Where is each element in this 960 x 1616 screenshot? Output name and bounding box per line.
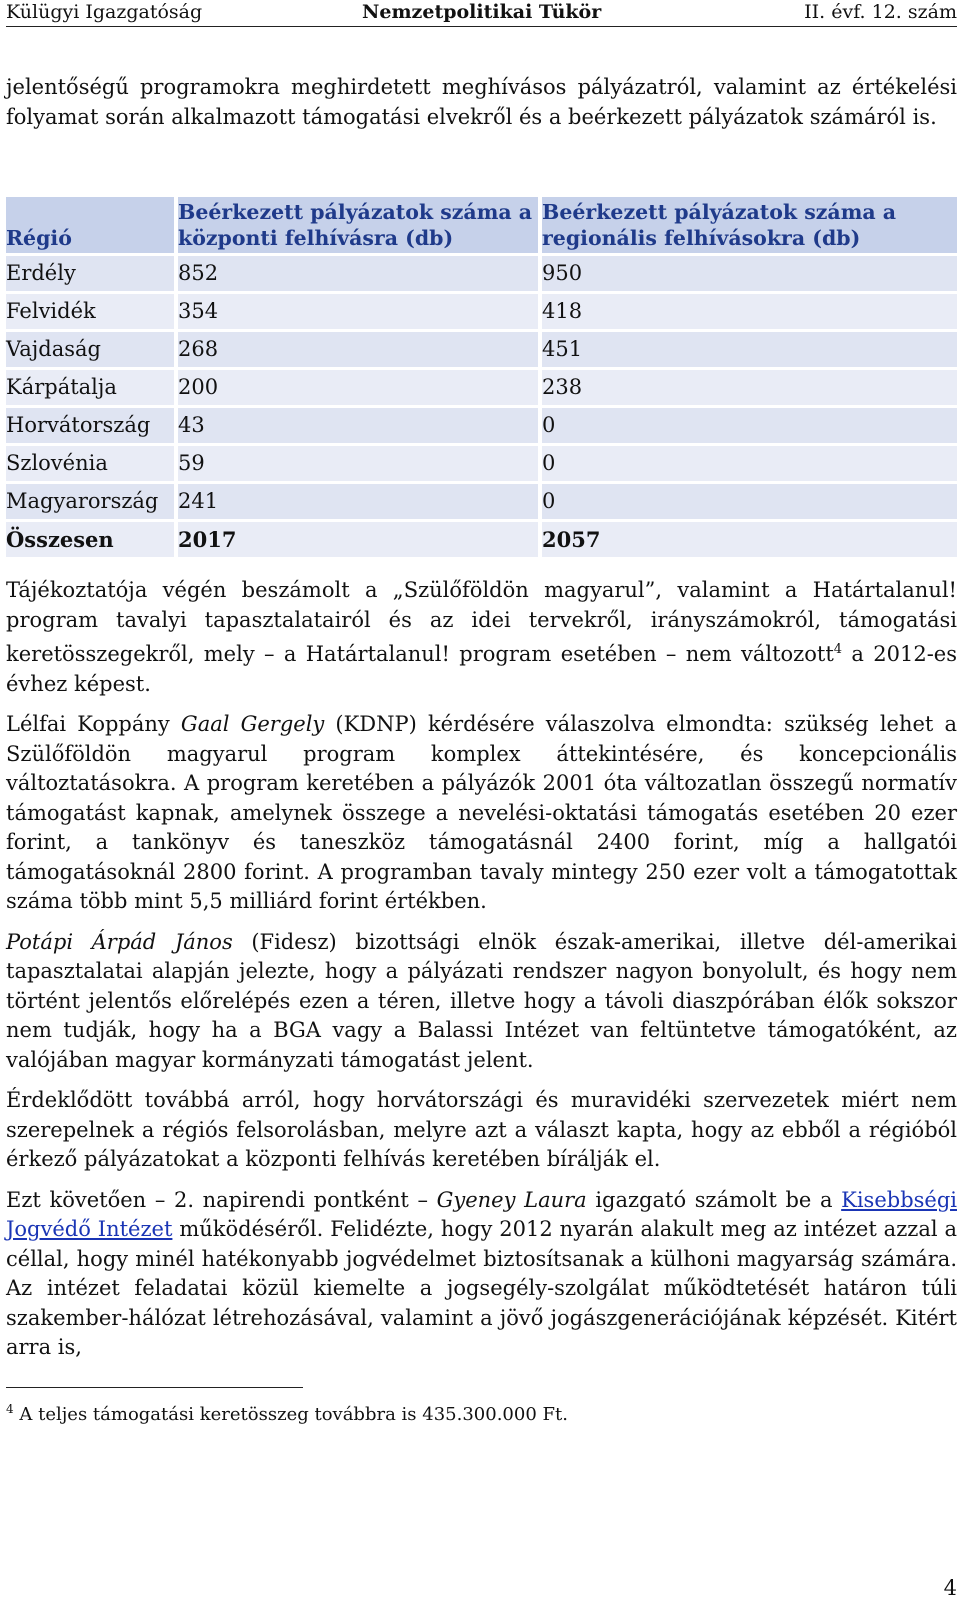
table-row	[6, 370, 957, 405]
footnote-separator	[6, 1387, 303, 1388]
table-header-row	[6, 197, 957, 253]
cell-region: Horvátország	[6, 408, 174, 443]
paragraph-text: (KDNP) kérdésére válaszolva elmondta: szükség lehet a Szülőföldön magyarul program komplex áttekintésére, és koncepcionális változtatásokra. A program keretében a pályázók 2001 óta változatlan összegű normatív támogatást kapnak, amelynek összege a nevelési-oktatási támogatás esetében 20 ezer forint, a tankönyv és taneszköz támogatásnál 2400 forint, míg a hallgatói támogatásoknál 2800 forint. A programban tavaly mintegy 250 ezer volt a támogatottak száma több mint 5,5 milliárd forint értékben.	[6, 712, 958, 913]
intro-paragraph: jelentőségű programokra meghirdetett meghívásos pályázatról, valamint az értékelési folyamat során alkalmazott támogatási elvekről és a beérkezett pályázatok számáról is.	[6, 75, 957, 129]
header-department: Külügyi Igazgatóság	[6, 1, 203, 23]
paragraph-text: Ezt követően – 2. napirendi pontként –	[6, 1187, 437, 1212]
paragraph-text: igazgató számolt be a	[586, 1187, 842, 1212]
paragraph-programs-report	[6, 576, 957, 699]
cell-central: 354	[174, 294, 538, 329]
paragraph-inquiry: Érdeklődött továbbá arról, hogy horvátországi és muravidéki szervezetek miért nem szerepelnek a régiós felsorolásban, melyre azt a választ kapta, hogy az ebből a régióból érkező pályázatokat a központi felhívás keretében bírálják el.	[6, 1088, 957, 1171]
paragraph-text: működéséről. Felidézte, hogy 2012 nyarán alakult meg az intézet azzal a céllal, hogy minél hatékonyabb jogvédelmet biztosítsanak a külhoni magyarság számára. Az intézet feladatai közül kiemelte a jogsegély-szolgálat működtetését határon túli szakember-hálózat létrehozásával, valamint a jövő jogászgenerációjának képzését. Kitért arra is,	[6, 1217, 957, 1359]
institute-link[interactable]: Kisebbségi Jogvédő Intézet	[6, 1187, 957, 1241]
running-header	[6, 0, 957, 27]
cell-central: 200	[174, 370, 538, 405]
cell-region: Erdély	[6, 256, 174, 291]
cell-regional: 418	[538, 294, 957, 329]
cell-regional: 451	[538, 332, 957, 367]
cell-region: Kárpátalja	[6, 370, 174, 405]
header-issue-number: II. évf. 12. szám	[804, 1, 957, 23]
cell-central: 852	[174, 256, 538, 291]
table-row	[6, 294, 957, 329]
cell-region: Felvidék	[6, 294, 174, 329]
cell-central: 268	[174, 332, 538, 367]
cell-regional: 238	[538, 370, 957, 405]
paragraph-gaal-question	[6, 710, 957, 917]
cell-total-regional: 2057	[538, 522, 957, 557]
header-publication-title: Nemzetpolitikai Tükör	[362, 1, 602, 23]
speaker-name: Gyeney Laura	[436, 1187, 587, 1212]
speaker-name: Potápi Árpád János	[6, 929, 233, 954]
footnote	[6, 1396, 957, 1428]
table-row	[6, 256, 957, 291]
table-row	[6, 332, 957, 367]
footnote-mark: 4	[6, 1401, 14, 1416]
paragraph-agenda-item-2	[6, 1186, 957, 1363]
paragraph-potapi-remarks	[6, 928, 957, 1076]
paragraph-text: Lélfai Koppány	[6, 712, 181, 736]
cell-central: 59	[174, 446, 538, 481]
speaker-name: Gaal Gergely	[180, 712, 325, 736]
footnote-reference[interactable]: 4	[833, 642, 843, 657]
page-number: 4	[943, 1576, 957, 1600]
cell-total-label: Összesen	[6, 522, 174, 557]
cell-region: Magyarország	[6, 484, 174, 519]
footnote-text: A teljes támogatási keretösszeg továbbra is 435.300.000 Ft.	[13, 1403, 568, 1425]
table-row	[6, 484, 957, 519]
cell-regional: 950	[538, 256, 957, 291]
cell-regional: 0	[538, 408, 957, 443]
paragraph-text: a 2012-es évhez képest.	[6, 642, 957, 696]
table-row	[6, 408, 957, 443]
cell-central: 241	[174, 484, 538, 519]
cell-regional: 0	[538, 446, 957, 481]
cell-regional: 0	[538, 484, 957, 519]
table-total-row	[6, 522, 957, 557]
paragraph-text: (Fidesz) bizottsági elnök észak-amerikai, illetve dél-amerikai tapasztalatai alapján jelezte, hogy a pályázati rendszer nagyon bonyolult, és hogy nem történt jelentős előrelépés ezen a téren, illetve hogy a távoli diaszpórában élők sokszor nem tudják, hogy ha a BGA vagy a Balassi Intézet van feltüntetve támogatóként, az valójában magyar kormányzati támogatást jelent.	[6, 929, 957, 1072]
document-page	[6, 0, 957, 1428]
applications-table	[6, 194, 957, 560]
paragraph-text: Tájékoztatója végén beszámolt a „Szülőföldön magyarul”, valamint a Határtalanul! program tavalyi tapasztalatairól és az idei tervekről, irányszámokról, támogatási keretösszegekről, mely – a Határtalanul! program esetében – nem változott	[6, 578, 957, 666]
column-header-region: Régió	[6, 197, 174, 253]
column-header-regional: Beérkezett pályázatok száma a regionális felhívásokra (db)	[538, 197, 957, 253]
cell-region: Szlovénia	[6, 446, 174, 481]
table-row	[6, 446, 957, 481]
column-header-central: Beérkezett pályázatok száma a központi felhívásra (db)	[174, 197, 538, 253]
cell-central: 43	[174, 408, 538, 443]
cell-total-central: 2017	[174, 522, 538, 557]
cell-region: Vajdaság	[6, 332, 174, 367]
